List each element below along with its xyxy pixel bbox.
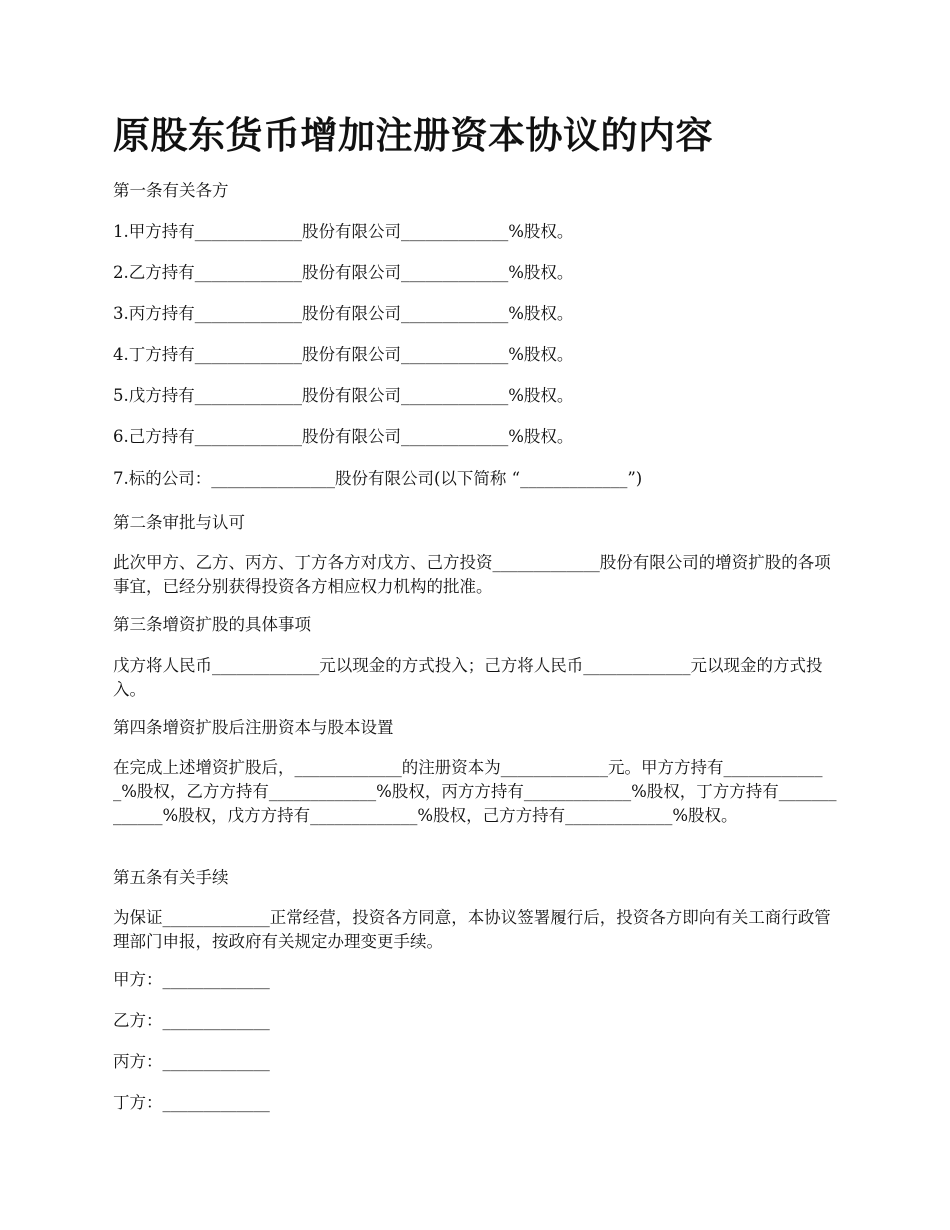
document-title: 原股东货币增加注册资本协议的内容: [113, 114, 713, 157]
article-5-body: 为保证_____________正常经营，投资各方同意，本协议签署履行后，投资各方即向有关工商行政管理部门申报，按政府有关规定办理变更手续。: [113, 908, 831, 951]
article-4-body: 在完成上述增资扩股后，_____________的注册资本为_____________元。甲方方持有_____________%股权，乙方方持有_____________%股权，丙方方持有_____________%股权，丁方方持有_____________%股权，戊方方持有_____________%股权，己方方持有_____________%股权。: [113, 758, 837, 825]
article-1-item-2: 2.乙方持有_____________股份有限公司_____________%股权。: [113, 263, 574, 282]
article-4-heading: 第四条增资扩股后注册资本与股本设置: [113, 718, 394, 737]
article-2-body: 此次甲方、乙方、丙方、丁方各方对戊方、己方投资_____________股份有限公司的增资扩股的各项事宜，已经分别获得投资各方相应权力机构的批准。: [113, 553, 831, 596]
article-2-heading: 第二条审批与认可: [113, 513, 245, 532]
article-3-heading: 第三条增资扩股的具体事项: [113, 615, 311, 634]
article-5-heading: 第五条有关手续: [113, 868, 229, 887]
signature-party-c: 丙方：_____________: [113, 1052, 270, 1071]
article-1-item-7: 7.标的公司：_______________股份有限公司(以下简称 “_____________”): [113, 469, 643, 488]
article-1-item-6: 6.己方持有_____________股份有限公司_____________%股权。: [113, 427, 574, 446]
article-1-item-3: 3.丙方持有_____________股份有限公司_____________%股权。: [113, 304, 574, 323]
article-3-body: 戊方将人民币_____________元以现金的方式投入；己方将人民币_____________元以现金的方式投入。: [113, 656, 823, 699]
article-1-item-4: 4.丁方持有_____________股份有限公司_____________%股权。: [113, 345, 574, 364]
signature-party-a: 甲方：_____________: [113, 970, 270, 989]
article-1-heading: 第一条有关各方: [113, 181, 229, 200]
article-1-item-1: 1.甲方持有_____________股份有限公司_____________%股权。: [113, 222, 574, 241]
article-1-item-5: 5.戊方持有_____________股份有限公司_____________%股权。: [113, 386, 574, 405]
signature-party-b: 乙方：_____________: [113, 1011, 270, 1030]
signature-party-d: 丁方：_____________: [113, 1093, 270, 1112]
